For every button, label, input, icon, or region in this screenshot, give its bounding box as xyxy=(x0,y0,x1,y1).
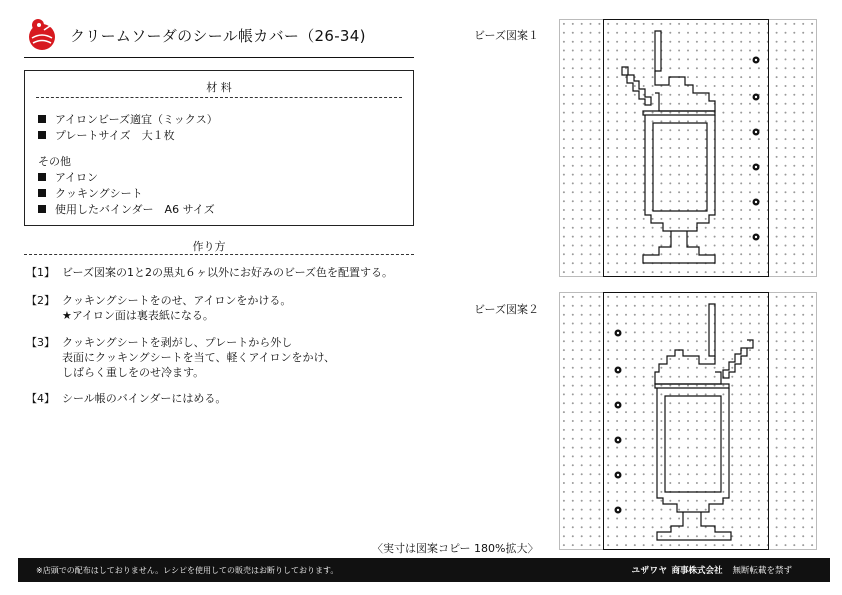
step-text: クッキングシートを剥がし、プレートから外し xyxy=(62,336,293,349)
materials-heading: 材 料 xyxy=(206,81,232,94)
bullet-square-icon xyxy=(38,173,46,181)
other-item: アイロン xyxy=(38,169,98,185)
footer-disclaimer: ※店頭での配布はしておりません。レシピを使用しての販売はお断りしております。 xyxy=(36,566,339,575)
footer-brand: ユザワヤ xyxy=(631,566,668,576)
step-number: 【4】 xyxy=(26,392,55,405)
step-number: 【3】 xyxy=(26,336,55,349)
title-divider xyxy=(24,57,414,58)
footer-company: 商事株式会社 xyxy=(671,566,723,576)
step-text: ビーズ図案の1と2の黒丸６ヶ以外にお好みのビーズ色を配置する。 xyxy=(62,266,394,279)
scale-note: 〈実寸は図案コピー 180%拡大〉 xyxy=(372,542,539,555)
brand-logo xyxy=(24,16,60,52)
other-item: 使用したバインダー A6 サイズ xyxy=(38,201,215,217)
page-title: クリームソーダのシール帳カバー（26-34) xyxy=(70,27,366,45)
bead-pattern-2 xyxy=(559,292,817,550)
material-item: プレートサイズ 大１枚 xyxy=(38,127,175,143)
footer-credit xyxy=(631,564,792,576)
bullet-square-icon xyxy=(38,205,46,213)
howto-heading: 作り方 xyxy=(192,240,226,253)
step-text: クッキングシートをのせ、アイロンをかける。 xyxy=(62,294,292,307)
howto-divider xyxy=(24,254,414,255)
material-item: アイロンビーズ適宜（ミックス） xyxy=(38,111,218,127)
step-text: 表面にクッキングシートを当て、軽くアイロンをかけ、 xyxy=(62,351,336,364)
materials-box xyxy=(24,70,414,226)
step-number: 【2】 xyxy=(26,294,55,307)
bead-pattern-1 xyxy=(559,19,817,277)
pattern-1-label: ビーズ図案１ xyxy=(474,29,540,42)
bullet-square-icon xyxy=(38,115,46,123)
bullet-square-icon xyxy=(38,131,46,139)
step-text: ★アイロン面は裏表紙になる。 xyxy=(62,309,214,322)
footer-rights: 無断転載を禁ず xyxy=(732,566,792,576)
footer-bar xyxy=(18,558,830,582)
step-text: シール帳のバインダーにはめる。 xyxy=(62,392,227,405)
pattern-2-label: ビーズ図案２ xyxy=(474,303,540,316)
step-text: しばらく重しをのせ冷ます。 xyxy=(62,366,205,379)
step-number: 【1】 xyxy=(26,266,55,279)
materials-divider xyxy=(36,97,402,98)
other-item: クッキングシート xyxy=(38,185,143,201)
other-heading: その他 xyxy=(38,155,71,168)
bullet-square-icon xyxy=(38,189,46,197)
